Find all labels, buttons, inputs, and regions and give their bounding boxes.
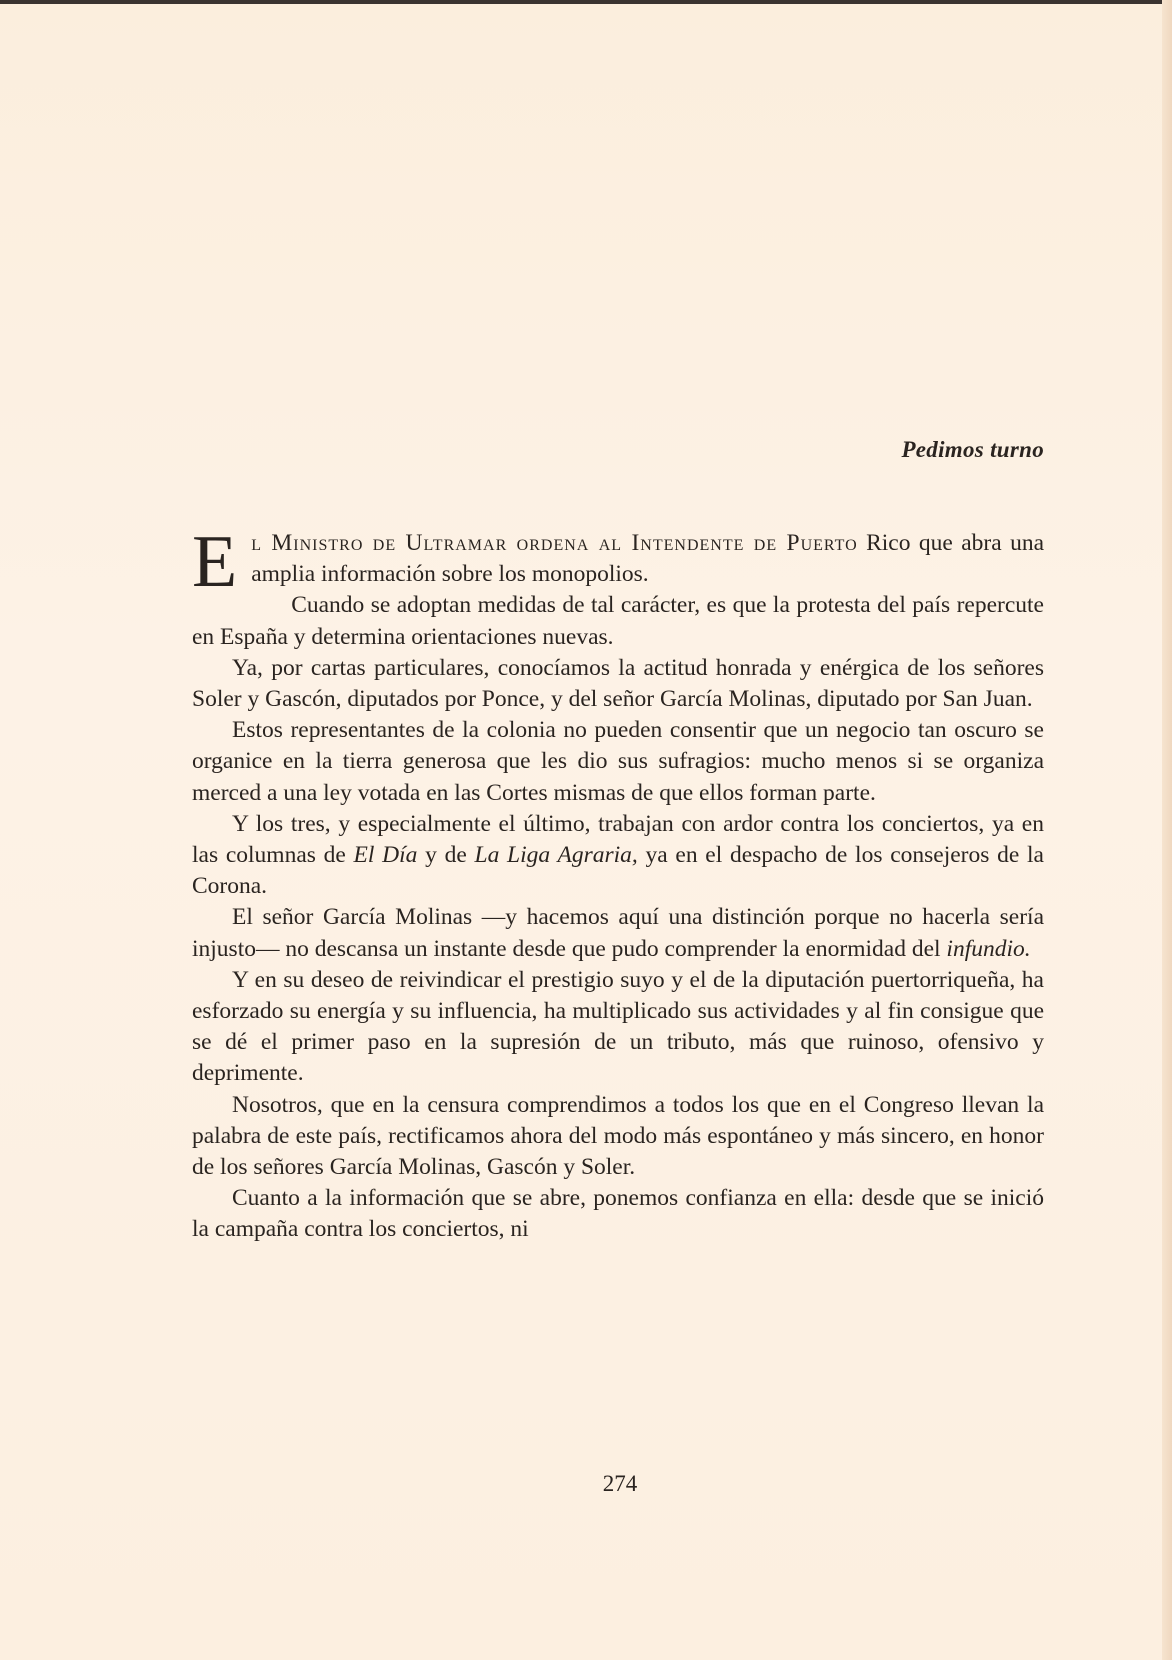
drop-cap: E [192,521,238,603]
paragraph-6-text-a: El señor García Molinas —y hacemos aquí una distinción porque no hacerla sería injusto— no descansa un instante desde que pudo comprender la enormidad del [192,904,1044,962]
paragraph-3: Ya, por cartas particulares, conocíamos la actitud honrada y enérgica de los señores Soler y Gascón, diputados por Ponce, y del señor García Molinas, diputado por San Juan. [192,654,1044,713]
paragraph-5-text-c: ya en el despacho de los consejeros de la Corona. [192,842,1044,900]
page-number: 274 [602,1471,638,1496]
paragraph-5-text-a: Y los tres, y especialmente el último, trabajan con ardor contra los conciertos, ya en las columnas de [192,810,1044,869]
paragraph-1 [192,521,1044,603]
paragraph-4: Estos representantes de la colonia no pueden consentir que un negocio tan oscuro se organice en la tierra generosa que les dio sus sufragios: mucho menos si se organiza merced a una ley votada en las Cortes mismas de que ellos forman parte. [192,717,1044,806]
newspaper-el-dia: El Día [353,842,418,869]
page-top-edge [0,0,1172,4]
article-body [192,521,1044,1246]
term-infundio: infundio. [946,935,1031,962]
article-title: Pedimos turno [901,437,1044,462]
newspaper-la-liga-agraria: La Liga Agraria, [474,842,638,869]
paragraph-6 [192,902,1044,964]
paragraph-7: Y en su deseo de reivindicar el prestigio suyo y el de la diputación puertorriqueña, ha esforzado su energía y su influencia, ha multiplicado sus actividades y al fin consigue que se dé el primer paso en la supresión de un tributo, más que ruinoso, ofensivo y deprimente. [192,966,1044,1087]
paragraph-5 [192,809,1044,903]
paragraph-9: Cuanto a la información que se abre, ponemos confianza en ella: desde que se inició la campaña contra los conciertos, ni [192,1185,1044,1243]
paragraph-1-lead: l Ministro de Ultramar ordena al Intendente de Puerto [251,530,858,556]
page-right-edge [1162,0,1172,1660]
paragraph-8: Nosotros, que en la censura comprendimos a todos los que en el Congreso llevan la palabra de este país, rectificamos ahora del modo más espontáneo y más sincero, en honor de los señores García Molinas, Gascón y Soler. [192,1091,1044,1181]
paragraph-2: Cuando se adoptan medidas de tal carácter, es que la protesta del país repercute en España y determina orientaciones nuevas. [192,592,1044,650]
paragraph-5-text-b: y de [417,842,475,869]
paragraph-1-text: Rico que abra una amplia información sobre los monopolios. [251,530,1044,588]
